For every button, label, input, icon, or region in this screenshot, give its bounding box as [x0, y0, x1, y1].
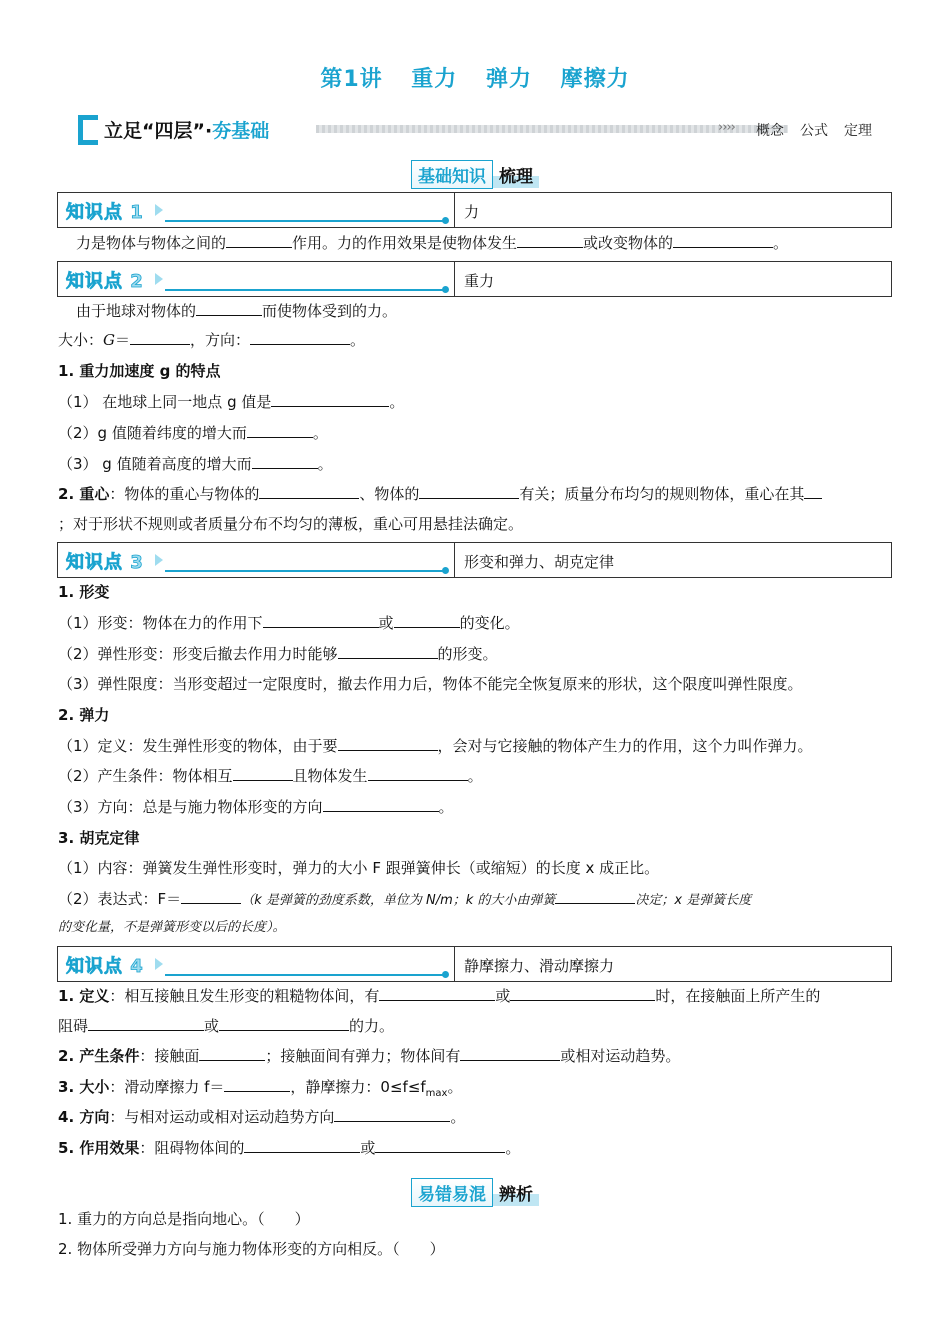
error-item-2: 2. 物体所受弹力方向与施力物体形变的方向相反。（ ）: [58, 1240, 445, 1258]
k2-line2: 大小：G＝ ，方向： 。: [58, 331, 366, 349]
knowledge-box-4: 知识点 4 静摩擦力、滑动摩擦力: [57, 946, 892, 982]
k2-p4: 2. 重心：物体的重心与物体的 、物体的 有关；质量分布均匀的规则物体，重心在其: [58, 484, 822, 504]
k3-p9: 的变化量，不是弹簧形变以后的长度）。: [58, 920, 286, 935]
k3-heading1: 1. 形变: [58, 583, 110, 601]
k4-p6: 5. 作用效果：阻碍物体间的 或 。: [58, 1139, 521, 1157]
title-elastic: 弹力: [485, 67, 532, 92]
k3-p5: （2）产生条件：物体相互 且物体发生 。: [58, 767, 483, 785]
k3-p1: （1）形变：物体在力的作用下 或 的变化。: [58, 614, 520, 632]
knowledge-title: 重力: [464, 272, 495, 290]
banner-text: 立足“四层”·夯基础: [104, 120, 270, 142]
banner-tags: [756, 120, 888, 140]
arrow-icon: [155, 958, 163, 970]
section-heading-errors: 易错易混 辨析: [0, 1178, 950, 1207]
error-item-1: 1. 重力的方向总是指向地心。（ ）: [58, 1210, 310, 1228]
tag-formula: 公式: [800, 123, 828, 139]
title-friction: 摩擦力: [560, 67, 630, 92]
k4-p4: 3. 大小：滑动摩擦力 f＝ ，静摩擦力：$0\le f\le f_{max}$。: [58, 1078, 463, 1099]
k4-p2: 阻碍 或 的力。: [58, 1017, 395, 1035]
page-title: [0, 62, 950, 93]
k3-p4: （1）定义：发生弹性形变的物体，由于要 ，会对与它接触的物体产生力的作用，这个力叫作弹力。: [58, 737, 813, 755]
k3-p3: （3）弹性限度：当形变超过一定限度时，撤去作用力后，物体不能完全恢复原来的形状，这个限度叫弹性限度。: [58, 675, 803, 693]
k3-p7: （1）内容：弹簧发生弹性形变时，弹力的大小 F 跟弹簧伸长（或缩短）的长度 x 成正比。: [58, 859, 660, 877]
knowledge-title: 形变和弹力、胡克定律: [464, 553, 615, 571]
k4-p3: 2. 产生条件：接触面 ；接触面间有弹力；物体间有 或相对运动趋势。: [58, 1047, 681, 1065]
section-heading-basics: 基础知识 梳理: [0, 160, 950, 189]
arrow-icon: [155, 554, 163, 566]
k4-p1: 1. 定义：相互接触且发生形变的粗糙物体间，有 或 时，在接触面上所产生的: [58, 987, 821, 1005]
arrow-icon: [155, 204, 163, 216]
chevron-right-icon: ››››: [718, 120, 735, 135]
k3-heading2: 2. 弹力: [58, 706, 110, 724]
bracket-icon: [78, 115, 98, 145]
k1-line1: 力是物体与物体之间的 作用。力的作用效果是使物体发生 或改变物体的 。: [76, 234, 789, 252]
title-gravity: 重力: [411, 67, 458, 92]
title-lecture: 第1讲: [320, 67, 383, 92]
k2-p1: （1） 在地球上同一地点 g 值是 。: [58, 393, 405, 411]
k4-p5: 4. 方向：与相对运动或相对运动趋势方向 。: [58, 1108, 466, 1126]
k2-line1: 由于地球对物体的 而使物体受到的力。: [76, 302, 398, 320]
k2-p5: ；对于形状不规则或者质量分布不均匀的薄板，重心可用悬挂法确定。: [58, 515, 524, 533]
knowledge-box-1: 知识点 1 力: [57, 192, 892, 228]
k3-p6: （3）方向：总是与施力物体形变的方向 。: [58, 798, 454, 816]
k3-p8: （2）表达式：F＝ （k 是弹簧的劲度系数，单位为 N/m；k 的大小由弹簧 决定；x 是弹簧长度: [58, 890, 752, 908]
k3-heading3: 3. 胡克定律: [58, 829, 140, 847]
knowledge-title: 静摩擦力、滑动摩擦力: [464, 957, 615, 975]
k2-p2: （2）g 值随着纬度的增大而 。: [58, 424, 328, 442]
knowledge-box-2: 知识点 2 重力: [57, 261, 892, 297]
knowledge-title: 力: [464, 203, 480, 221]
knowledge-box-3: 知识点 3 形变和弹力、胡克定律: [57, 542, 892, 578]
tag-concept: 概念: [756, 123, 784, 139]
k2-heading1: 1. 重力加速度 g 的特点: [58, 362, 221, 380]
tag-theorem: 定理: [844, 123, 872, 139]
section-banner: [78, 113, 878, 147]
arrow-icon: [155, 273, 163, 285]
k2-p3: （3） g 值随着高度的增大而 。: [58, 455, 333, 473]
k3-p2: （2）弹性形变：形变后撤去作用力时能够 的形变。: [58, 645, 498, 663]
